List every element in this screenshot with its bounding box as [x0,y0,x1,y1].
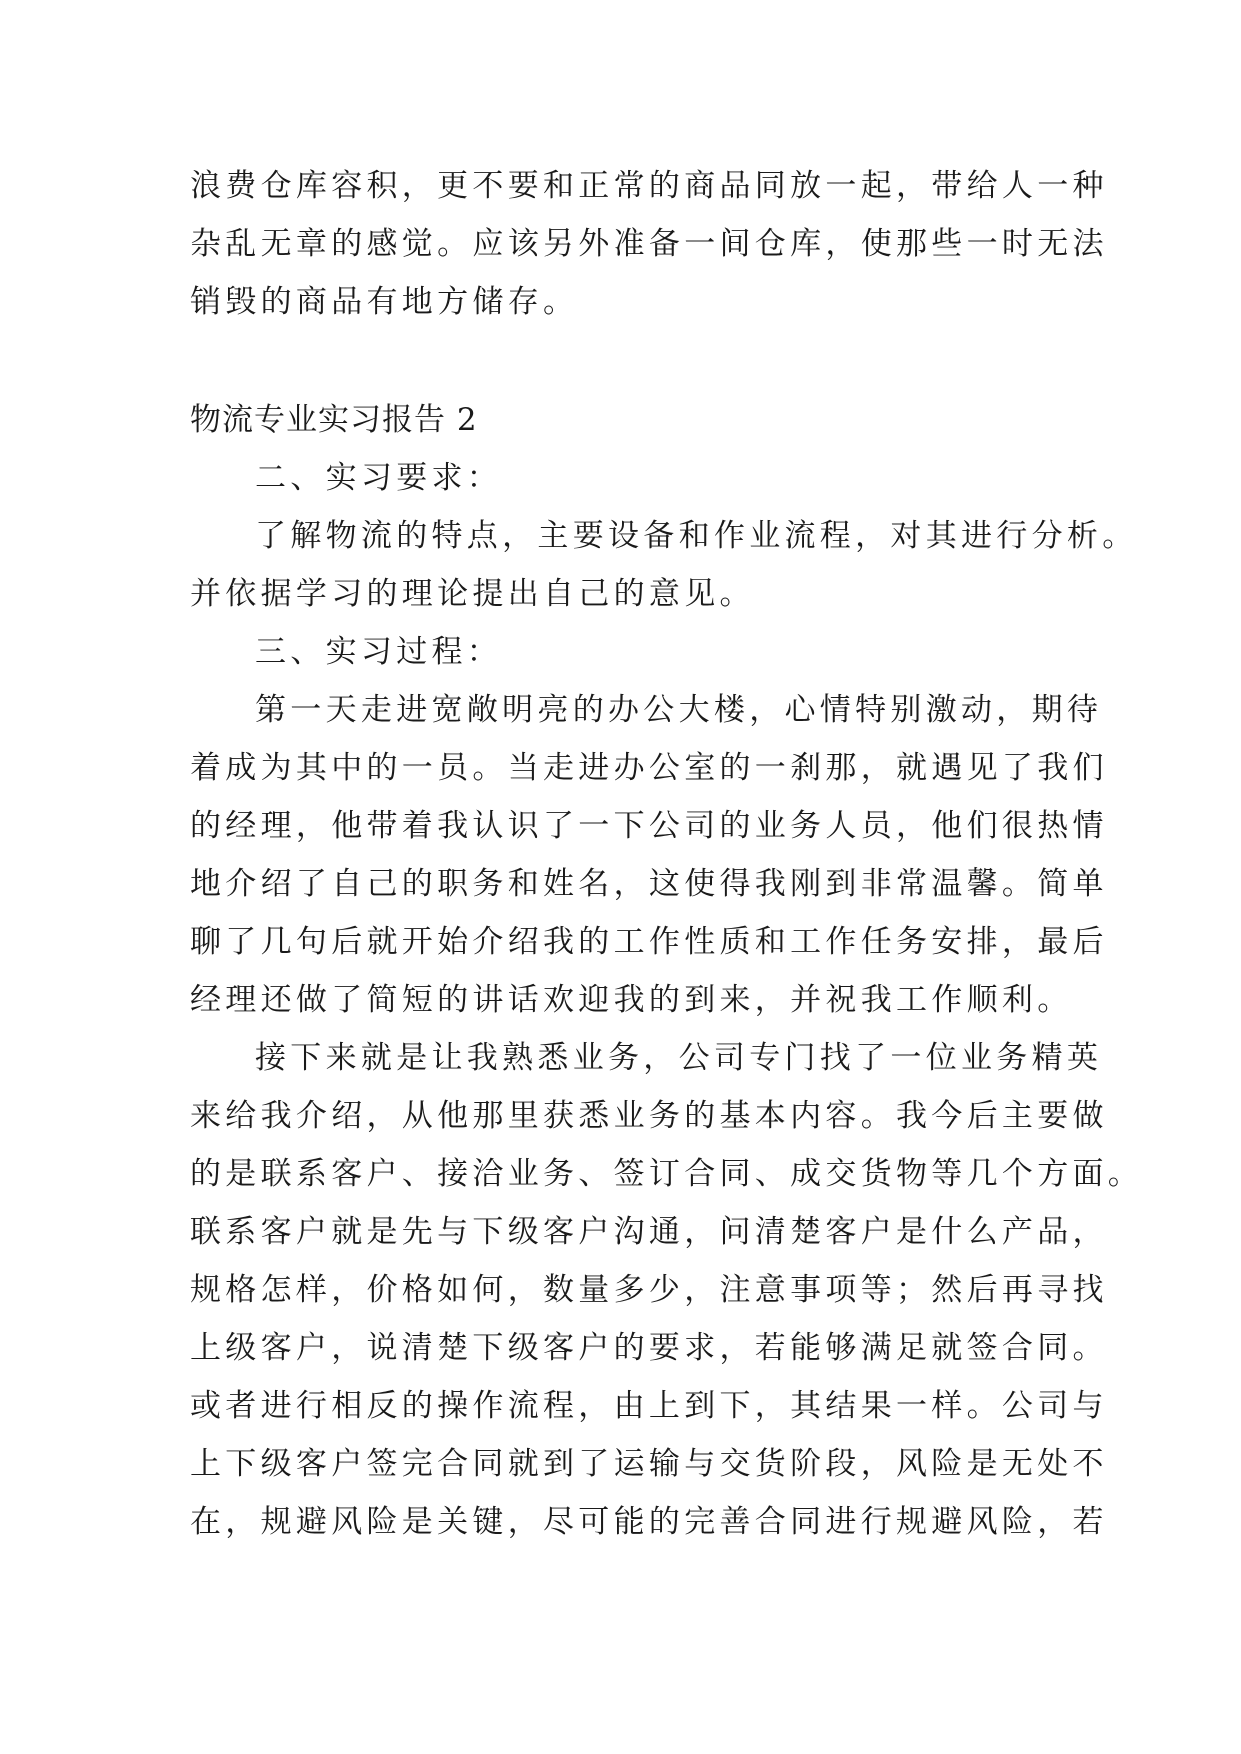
section-heading: 二、实习要求： [255,460,503,496]
text-line: 或者进行相反的操作流程，由上到下，其结果一样。公司与 [190,1388,1108,1424]
text-line: 并依据学习的理论提出自己的意见。 [190,576,755,612]
text-line: 杂乱无章的感觉。应该另外准备一间仓库，使那些一时无法 [190,226,1108,262]
text-line: 浪费仓库容积，更不要和正常的商品同放一起，带给人一种 [190,168,1108,204]
text-line: 上级客户，说清楚下级客户的要求，若能够满足就签合同。 [190,1330,1108,1366]
text-line: 的经理，他带着我认识了一下公司的业务人员，他们很热情 [190,808,1108,844]
text-line: 规格怎样，价格如何，数量多少，注意事项等；然后再寻找 [190,1272,1108,1308]
text-line: 地介绍了自己的职务和姓名，这使得我刚到非常温馨。简单 [190,866,1108,902]
text-line: 联系客户就是先与下级客户沟通，问清楚客户是什么产品， [190,1214,1108,1250]
text-line: 着成为其中的一员。当走进办公室的一刹那，就遇见了我们 [190,750,1108,786]
text-line: 上下级客户签完合同就到了运输与交货阶段，风险是无处不 [190,1446,1108,1482]
text-line: 的是联系客户、接洽业务、签订合同、成交货物等几个方面。 [190,1156,1144,1192]
text-line: 第一天走进宽敞明亮的办公大楼，心情特别激动，期待 [255,692,1103,728]
text-line: 经理还做了简短的讲话欢迎我的到来，并祝我工作顺利。 [190,982,1073,1018]
text-line: 来给我介绍，从他那里获悉业务的基本内容。我今后主要做 [190,1098,1108,1134]
text-line: 接下来就是让我熟悉业务，公司专门找了一位业务精英 [255,1040,1103,1076]
text-line: 聊了几句后就开始介绍我的工作性质和工作任务安排，最后 [190,924,1108,960]
text-line: 销毁的商品有地方储存。 [190,284,579,320]
text-line: 在，规避风险是关键，尽可能的完善合同进行规避风险，若 [190,1504,1108,1540]
section-heading: 三、实习过程： [255,634,503,670]
text-line: 了解物流的特点，主要设备和作业流程，对其进行分析。 [255,518,1138,554]
section-title: 物流专业实习报告 2 [190,402,478,438]
